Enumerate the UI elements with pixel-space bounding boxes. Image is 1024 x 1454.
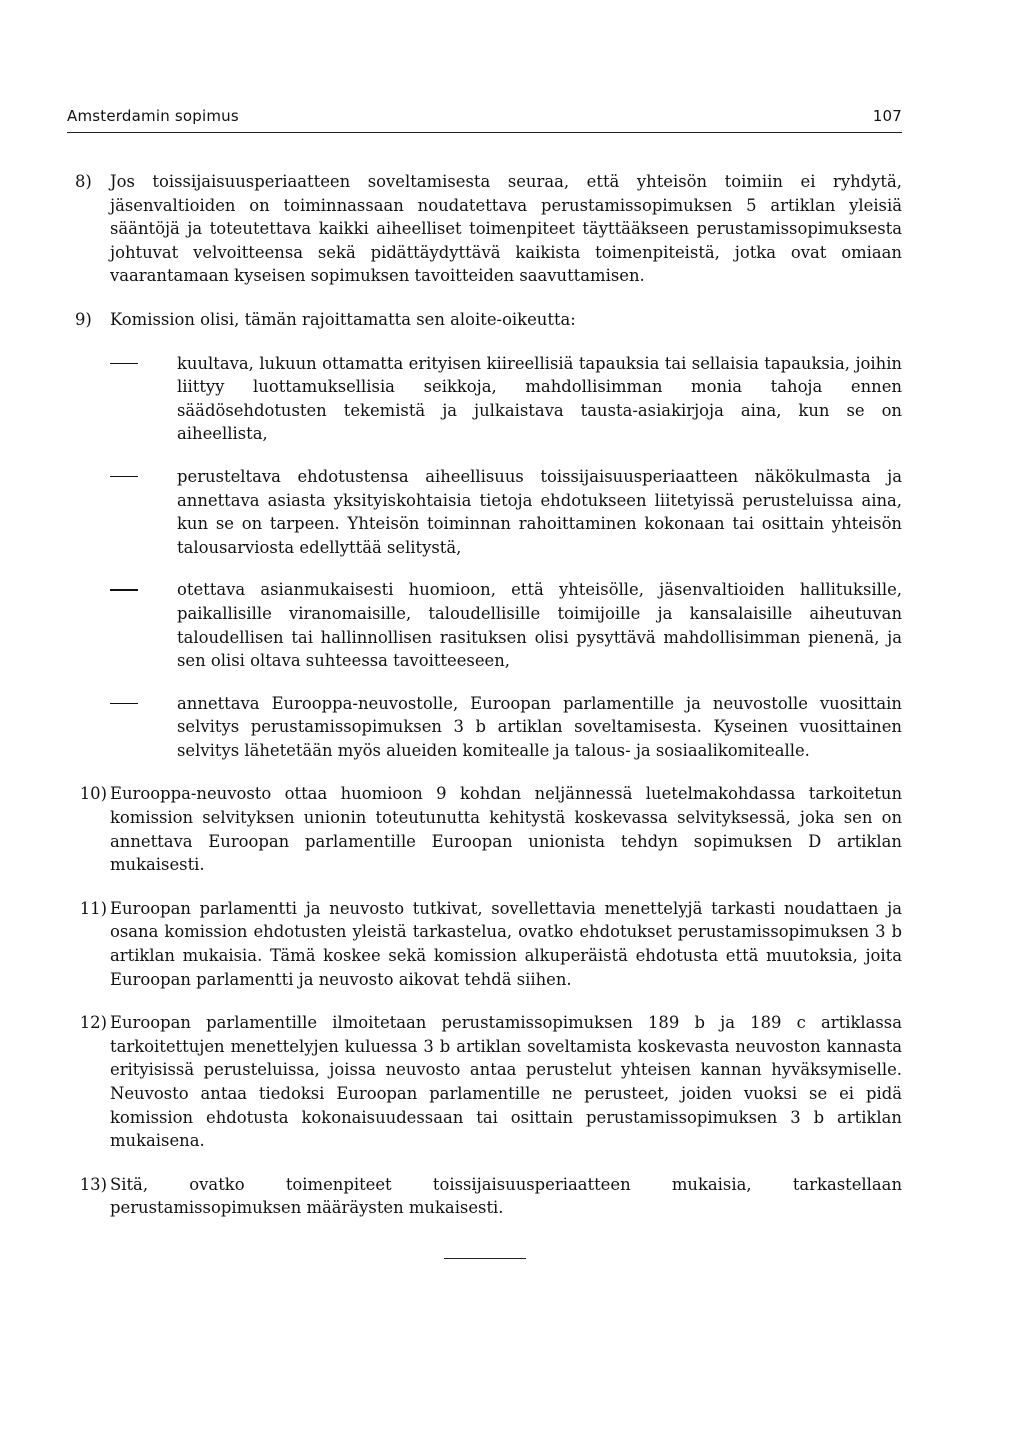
paragraph-text: Eurooppa-neuvosto ottaa huomioon 9 kohdan neljännessä luetelmakohdassa tarkoitetun komission selvityksen unionin toteutunutta kehitystä koskevassa selvityksessä, joka sen on annettava Euroopan parlamentille Euroopan unionista tehdyn sopimuksen D artiklan mukaisesti. <box>110 784 902 875</box>
list-item-text: otettava asianmukaisesti huomioon, että yhteisölle, jäsenvaltioiden hallituksille, paikallisille viranomaisille, taloudellisille toimijoille ja kansalaisille aiheutuvan taloudellisen tai hallinnollisen rasituksen olisi pysyttävä mahdollisimman pienenä, ja sen olisi oltava suhteessa tavoitteeseen, <box>177 580 902 671</box>
paragraph-number: 8) <box>75 172 92 191</box>
paragraph-11 <box>67 897 902 991</box>
list-item <box>110 578 902 672</box>
end-rule-divider <box>444 1258 526 1259</box>
list-item <box>110 692 902 763</box>
page-number: 107 <box>872 107 902 125</box>
paragraph-intro: Komission olisi, tämän rajoittamatta sen aloite-oikeutta: <box>110 309 576 329</box>
paragraph-text: Sitä, ovatko toimenpiteet toissijaisuusperiaatteen mukaisia, tarkastellaan perustamissopimuksen määräysten mukaisesti. <box>110 1174 902 1218</box>
paragraph-8 <box>67 170 902 288</box>
paragraph-number: 9) <box>75 309 92 329</box>
paragraph-number: 12) <box>79 1013 107 1033</box>
document-body <box>67 170 902 1280</box>
paragraph-number: 13) <box>79 1174 107 1194</box>
paragraph-13 <box>67 1173 902 1220</box>
list-item <box>110 465 902 559</box>
paragraph-number: 10) <box>79 784 107 804</box>
running-title: Amsterdamin sopimus <box>67 107 239 125</box>
paragraph-9 <box>67 308 902 763</box>
list-item-text: annettava Eurooppa-neuvostolle, Euroopan parlamentille ja neuvostolle vuosittain selvitys perustamissopimuksen 3 b artiklan soveltamisesta. Kyseinen vuosittainen selvitys lähetetään myös alueiden komitealle ja talous- ja sosiaalikomitealle. <box>177 693 902 760</box>
paragraph-text: Jos toissijaisuusperiaatteen soveltamisesta seuraa, että yhteisön toimiin ei ryhdytä, jäsenvaltioiden on toiminnassaan noudatettava perustamissopimuksen 5 artiklan yleisiä sääntöjä ja toteutettava kaikki aiheelliset toimenpiteet täyttääkseen perustamissopimuksesta johtuvat velvoitteensa sekä pidättäydyttävä kaikista toimenpiteistä, jotka ovat omiaan vaarantamaan kyseisen sopimuksen tavoitteiden saavuttamisen. <box>110 172 902 286</box>
list-item-text: perusteltava ehdotustensa aiheellisuus toissijaisuusperiaatteen näkökulmasta ja annettava asiasta yksityiskohtaisia tietoja ehdotukseen liitetyissä perusteluissa aina, kun se on tarpeen. Yhteisön toiminnan rahoittaminen kokonaan tai osittain yhteisön talousarviosta edellyttää selitystä, <box>177 466 902 557</box>
paragraph-12 <box>67 1011 902 1153</box>
paragraph-text: Euroopan parlamentti ja neuvosto tutkivat, sovellettavia menettelyjä tarkasti noudattaen ja osana komission ehdotusten yleistä tarkastelua, ovatko ehdotukset perustamissopimuksen 3 b artiklan mukaisia. Tämä koskee sekä komission alkuperäistä ehdotusta että muutoksia, joita Euroopan parlamentti ja neuvosto aikovat tehdä siihen. <box>110 898 902 989</box>
paragraph-10 <box>67 782 902 876</box>
list-item-text: kuultava, lukuun ottamatta erityisen kiireellisiä tapauksia tai sellaisia tapauksia, joihin liittyy luottamuksellisia seikkoja, mahdollisimman monia tahoja ennen säädösehdotusten tekemistä ja julkaistava tausta-asiakirjoja aina, kun se on aiheellista, <box>177 353 902 444</box>
paragraph-number: 11) <box>79 898 107 918</box>
list-item <box>110 352 902 446</box>
page-header <box>67 104 902 133</box>
end-rule-container <box>67 1240 902 1280</box>
dash-list <box>110 352 902 763</box>
paragraph-text: Euroopan parlamentille ilmoitetaan perustamissopimuksen 189 b ja 189 c artiklassa tarkoitettujen menettelyjen kuluessa 3 b artiklan soveltamista koskevasta neuvoston kannasta erityisissä perusteluissa, joissa neuvosto antaa perustelut yhteisen kannan hyväksymiselle. Neuvosto antaa tiedoksi Euroopan parlamentille ne perusteet, joiden vuoksi se ei pidä komission ehdotusta kokonaisuudessaan tai osittain perustamissopimuksen 3 b artiklan mukaisena. <box>110 1013 902 1151</box>
